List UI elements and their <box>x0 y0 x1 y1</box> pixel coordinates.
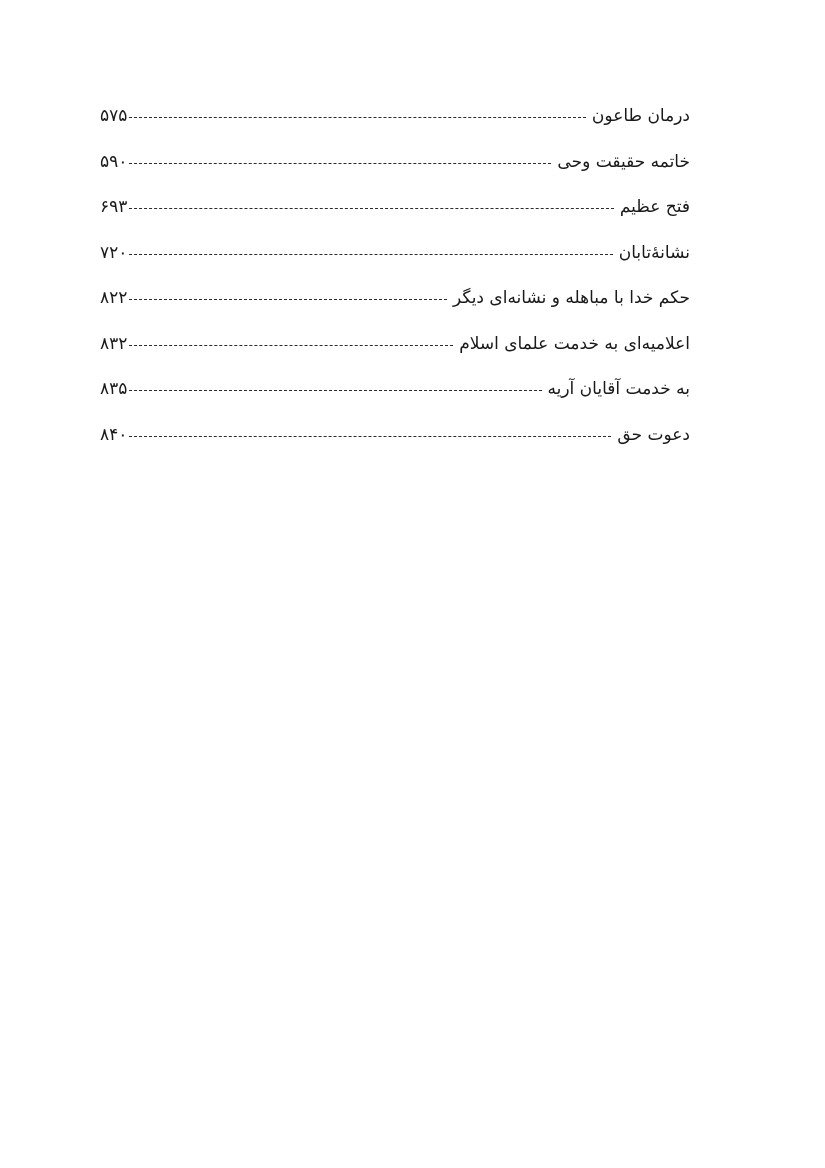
toc-dot-leader <box>129 299 447 300</box>
toc-entry-page: ۵۹۰ <box>100 151 128 172</box>
toc-entry-title: دعوت حق <box>617 424 690 445</box>
toc-entry-page: ۶۹۳ <box>100 197 128 218</box>
toc-entry-title: فتح عظیم <box>619 197 690 218</box>
toc-entry <box>100 231 690 277</box>
toc-dot-leader <box>129 117 586 118</box>
toc-dot-leader <box>129 390 541 391</box>
toc-entry-title: اعلامیه‌ای به خدمت علمای اسلام <box>459 333 690 354</box>
toc-entry-title: به خدمت آقایان آریه <box>547 379 690 400</box>
toc-dot-leader <box>129 436 611 437</box>
toc-entry <box>100 140 690 186</box>
toc-entry-title: نشانۀتابان <box>618 242 690 263</box>
toc-entry-title: درمان طاعون <box>591 106 690 127</box>
toc-entry <box>100 185 690 231</box>
toc-entry-page: ۸۲۲ <box>100 288 128 309</box>
toc-dot-leader <box>129 163 551 164</box>
toc-entry-title: حکم خدا با مباهله و نشانه‌ای دیگر <box>452 288 690 309</box>
toc-entry-title: خاتمه حقیقت وحی <box>557 151 690 172</box>
toc-entry-page: ۸۳۵ <box>100 379 128 400</box>
toc-entry-page: ۸۳۲ <box>100 333 128 354</box>
toc-dot-leader <box>129 208 613 209</box>
toc-entry <box>100 413 690 459</box>
toc-dot-leader <box>129 345 453 346</box>
toc-entry-page: ۸۴۰ <box>100 424 128 445</box>
toc-entry <box>100 94 690 140</box>
toc-entry <box>100 367 690 413</box>
toc-dot-leader <box>129 254 612 255</box>
table-of-contents <box>100 94 690 458</box>
toc-entry-page: ۵۷۵ <box>100 106 128 127</box>
toc-entry-page: ۷۲۰ <box>100 242 128 263</box>
toc-entry <box>100 276 690 322</box>
toc-entry <box>100 322 690 368</box>
